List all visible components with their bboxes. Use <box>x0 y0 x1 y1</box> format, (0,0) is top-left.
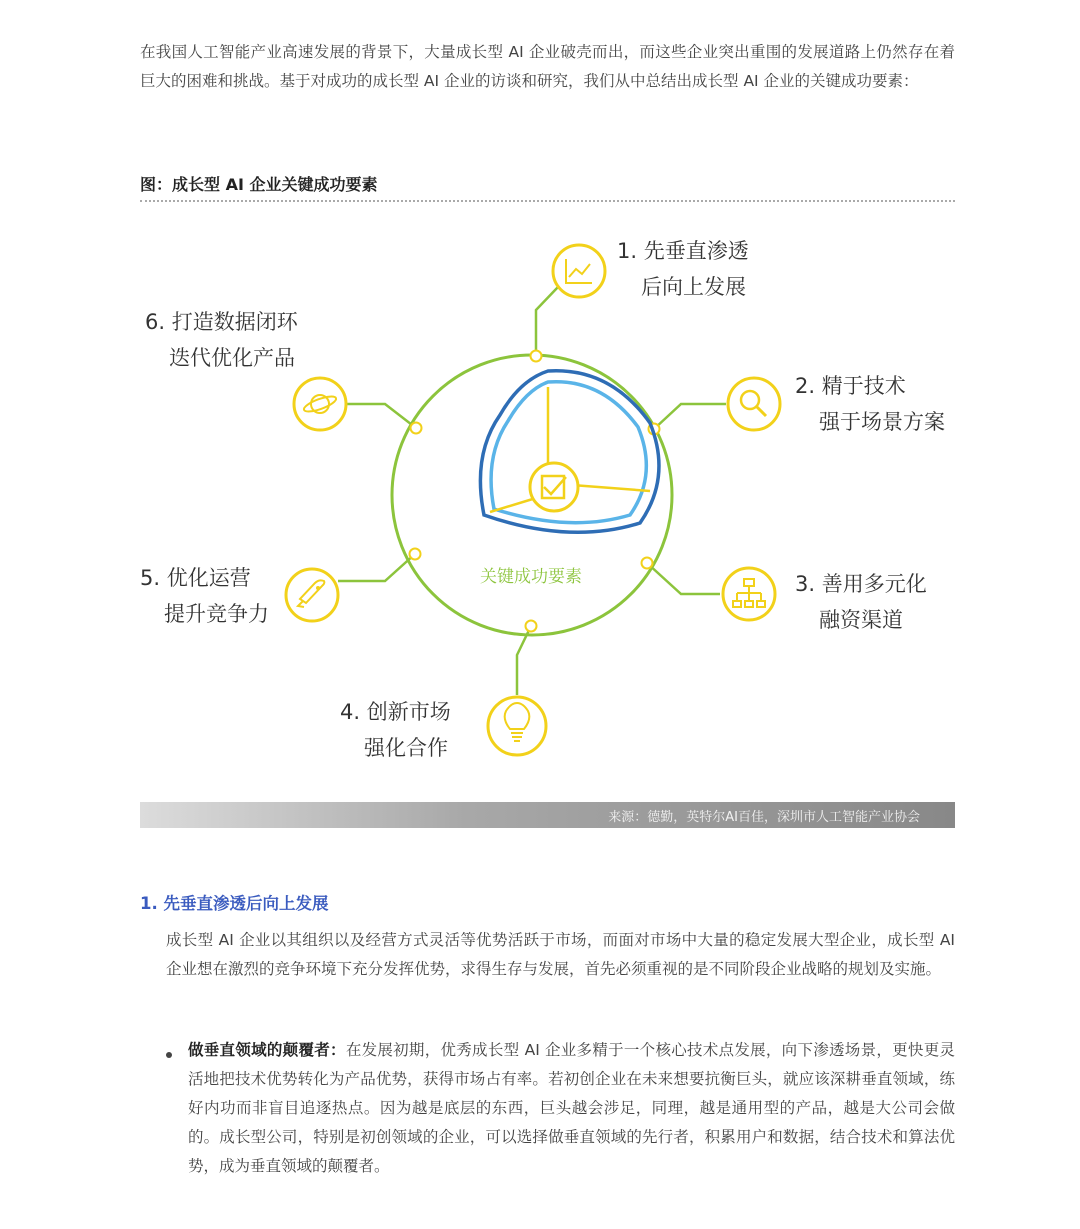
bullet-bold-lead: 做垂直领域的颠覆者： <box>188 1041 346 1059</box>
node-2-line-2: 强于场景方案 <box>819 410 945 434</box>
node-label-5 <box>140 560 269 632</box>
figure-source-bar <box>140 802 955 828</box>
diagram-graphics <box>140 215 955 795</box>
hierarchy-icon <box>723 568 775 620</box>
planet-icon <box>294 378 346 430</box>
node-label-1 <box>617 233 749 305</box>
node-label-6 <box>145 304 298 376</box>
figure-divider <box>140 200 955 202</box>
bullet-item <box>188 1036 955 1181</box>
magnifier-icon <box>728 378 780 430</box>
rocket-icon <box>286 569 338 621</box>
lightbulb-icon <box>488 697 546 755</box>
node-3-line-2: 融资渠道 <box>819 608 903 632</box>
node-4-line-1: 4. 创新市场 <box>340 700 451 724</box>
section-body: 成长型 AI 企业以其组织以及经营方式灵活等优势活跃于市场，而面对市场中大量的稳定发展大型企业，成长型 AI 企业想在激烈的竞争环境下充分发挥优势，求得生存与发展，首先必须重视的是不同阶段企业战略的规划及实施。 <box>166 931 955 978</box>
section-heading: 1. 先垂直渗透后向上发展 <box>140 894 329 913</box>
node-label-3 <box>795 566 927 638</box>
node-1-line-2: 后向上发展 <box>641 275 746 299</box>
figure-source: 来源：德勤，英特尔AI百佳，深圳市人工智能产业协会 <box>608 810 920 825</box>
center-check-icon <box>530 463 578 511</box>
bullet-dot <box>166 1052 172 1058</box>
node-1-line-1: 1. 先垂直渗透 <box>617 239 749 263</box>
node-5-line-1: 5. 优化运营 <box>140 566 251 590</box>
node-6-line-2: 迭代优化产品 <box>169 346 295 370</box>
node-2-line-1: 2. 精于技术 <box>795 374 906 398</box>
node-5-line-2: 提升竞争力 <box>164 602 269 626</box>
node-3-line-1: 3. 善用多元化 <box>795 572 927 596</box>
node-4-line-2: 强化合作 <box>364 736 448 760</box>
success-factors-diagram <box>140 215 955 795</box>
node-label-4 <box>340 694 451 766</box>
center-label: 关键成功要素 <box>480 567 582 587</box>
figure-title: 图：成长型 AI 企业关键成功要素 <box>140 175 378 194</box>
chart-icon <box>553 245 605 297</box>
node-6-line-1: 6. 打造数据闭环 <box>145 310 298 334</box>
intro-paragraph: 在我国人工智能产业高速发展的背景下，大量成长型 AI 企业破壳而出，而这些企业突出重围的发展道路上仍然存在着巨大的困难和挑战。基于对成功的成长型 AI 企业的访谈和研究，我们从中总结出成长型 AI 企业的关键成功要素： <box>140 43 955 90</box>
bullet-body: 在发展初期，优秀成长型 AI 企业多精于一个核心技术点发展，向下渗透场景，更快更灵活地把技术优势转化为产品优势，获得市场占有率。若初创企业在未来想要抗衡巨头，就应该深耕垂直领域，练好内功而非盲目追逐热点。因为越是底层的东西，巨头越会涉足，同理，越是通用型的产品，越是大公司会做的。成长型公司，特别是初创领域的企业，可以选择做垂直领域的先行者，积累用户和数据，结合技术和算法优势，成为垂直领域的颠覆者。 <box>188 1041 955 1175</box>
node-label-2 <box>795 368 945 440</box>
